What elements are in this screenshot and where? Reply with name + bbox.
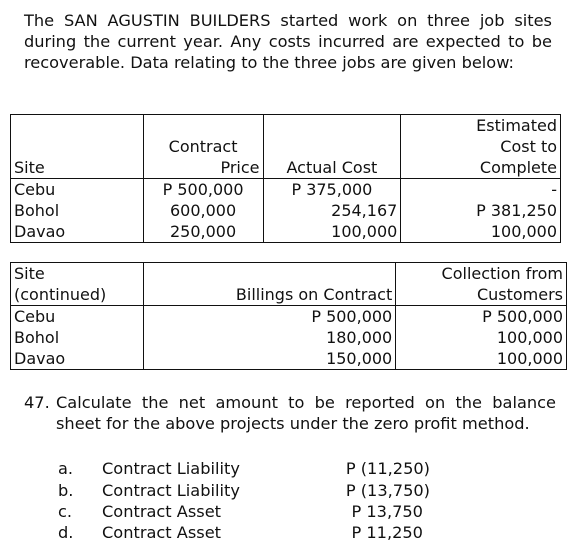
option-amount: P 11,250 <box>351 523 423 542</box>
cell-actual-cost: 100,000 <box>263 221 401 243</box>
cell-collection: 100,000 <box>396 327 567 348</box>
cell-site: Bohol <box>11 327 144 348</box>
option-label: Contract Liability <box>102 459 240 478</box>
intro-paragraph: The SAN AGUSTIN BUILDERS started work on three job sites during the current year. Any costs incurred are expected to be recoverable. Data relating to the three jobs are given below: <box>24 11 552 72</box>
cell-site: Cebu <box>11 179 144 201</box>
option-amount: P (11,250) <box>345 459 430 478</box>
option-letter: b. <box>58 481 74 500</box>
option-letter: c. <box>58 502 73 521</box>
cell-site: Davao <box>11 348 144 370</box>
table-row <box>11 306 567 328</box>
option-amount: P (13,750) <box>345 481 430 500</box>
table-row <box>11 327 567 348</box>
cell-estimated: P 381,250 <box>401 200 561 221</box>
header-estimated-cost-to-complete: Estimated Cost to Complete <box>401 115 561 179</box>
header-contract-price: Contract Price <box>143 115 263 179</box>
cell-estimated: - <box>401 179 561 201</box>
cell-contract-price: 600,000 <box>143 200 263 221</box>
question-number: 47. <box>24 393 50 412</box>
job-sites-cost-table <box>10 114 561 243</box>
cell-actual-cost: 254,167 <box>263 200 401 221</box>
header-collection: Collection from Customers <box>396 263 567 306</box>
table-row <box>11 200 561 221</box>
table2-header-row <box>11 263 567 306</box>
cell-site: Davao <box>11 221 144 243</box>
option-label: Contract Liability <box>102 481 240 500</box>
header-actual-cost: Actual Cost <box>263 115 401 179</box>
option-label: Contract Asset <box>102 523 222 542</box>
billings-collections-table <box>10 262 567 370</box>
cell-billings: P 500,000 <box>143 306 395 328</box>
cell-estimated: 100,000 <box>401 221 561 243</box>
cell-collection: P 500,000 <box>396 306 567 328</box>
header-site-continued: Site (continued) <box>11 263 144 306</box>
cell-site: Cebu <box>11 306 144 328</box>
table-row <box>11 221 561 243</box>
option-label: Contract Asset <box>102 502 222 521</box>
header-site: Site <box>11 115 144 179</box>
table-row <box>11 179 561 201</box>
table-row <box>11 348 567 370</box>
question-text: Calculate the net amount to be reported on the balance sheet for the above projects under the zero profit method. <box>56 393 556 433</box>
cell-billings: 180,000 <box>143 327 395 348</box>
cell-contract-price: P 500,000 <box>143 179 263 201</box>
option-letter: a. <box>58 459 74 478</box>
cell-contract-price: 250,000 <box>143 221 263 243</box>
table1-header-row <box>11 115 561 179</box>
header-billings: Billings on Contract <box>143 263 395 306</box>
cell-site: Bohol <box>11 200 144 221</box>
option-amount: P 13,750 <box>351 502 423 521</box>
option-letter: d. <box>58 523 74 542</box>
cell-collection: 100,000 <box>396 348 567 370</box>
cell-actual-cost: P 375,000 <box>263 179 401 201</box>
cell-billings: 150,000 <box>143 348 395 370</box>
